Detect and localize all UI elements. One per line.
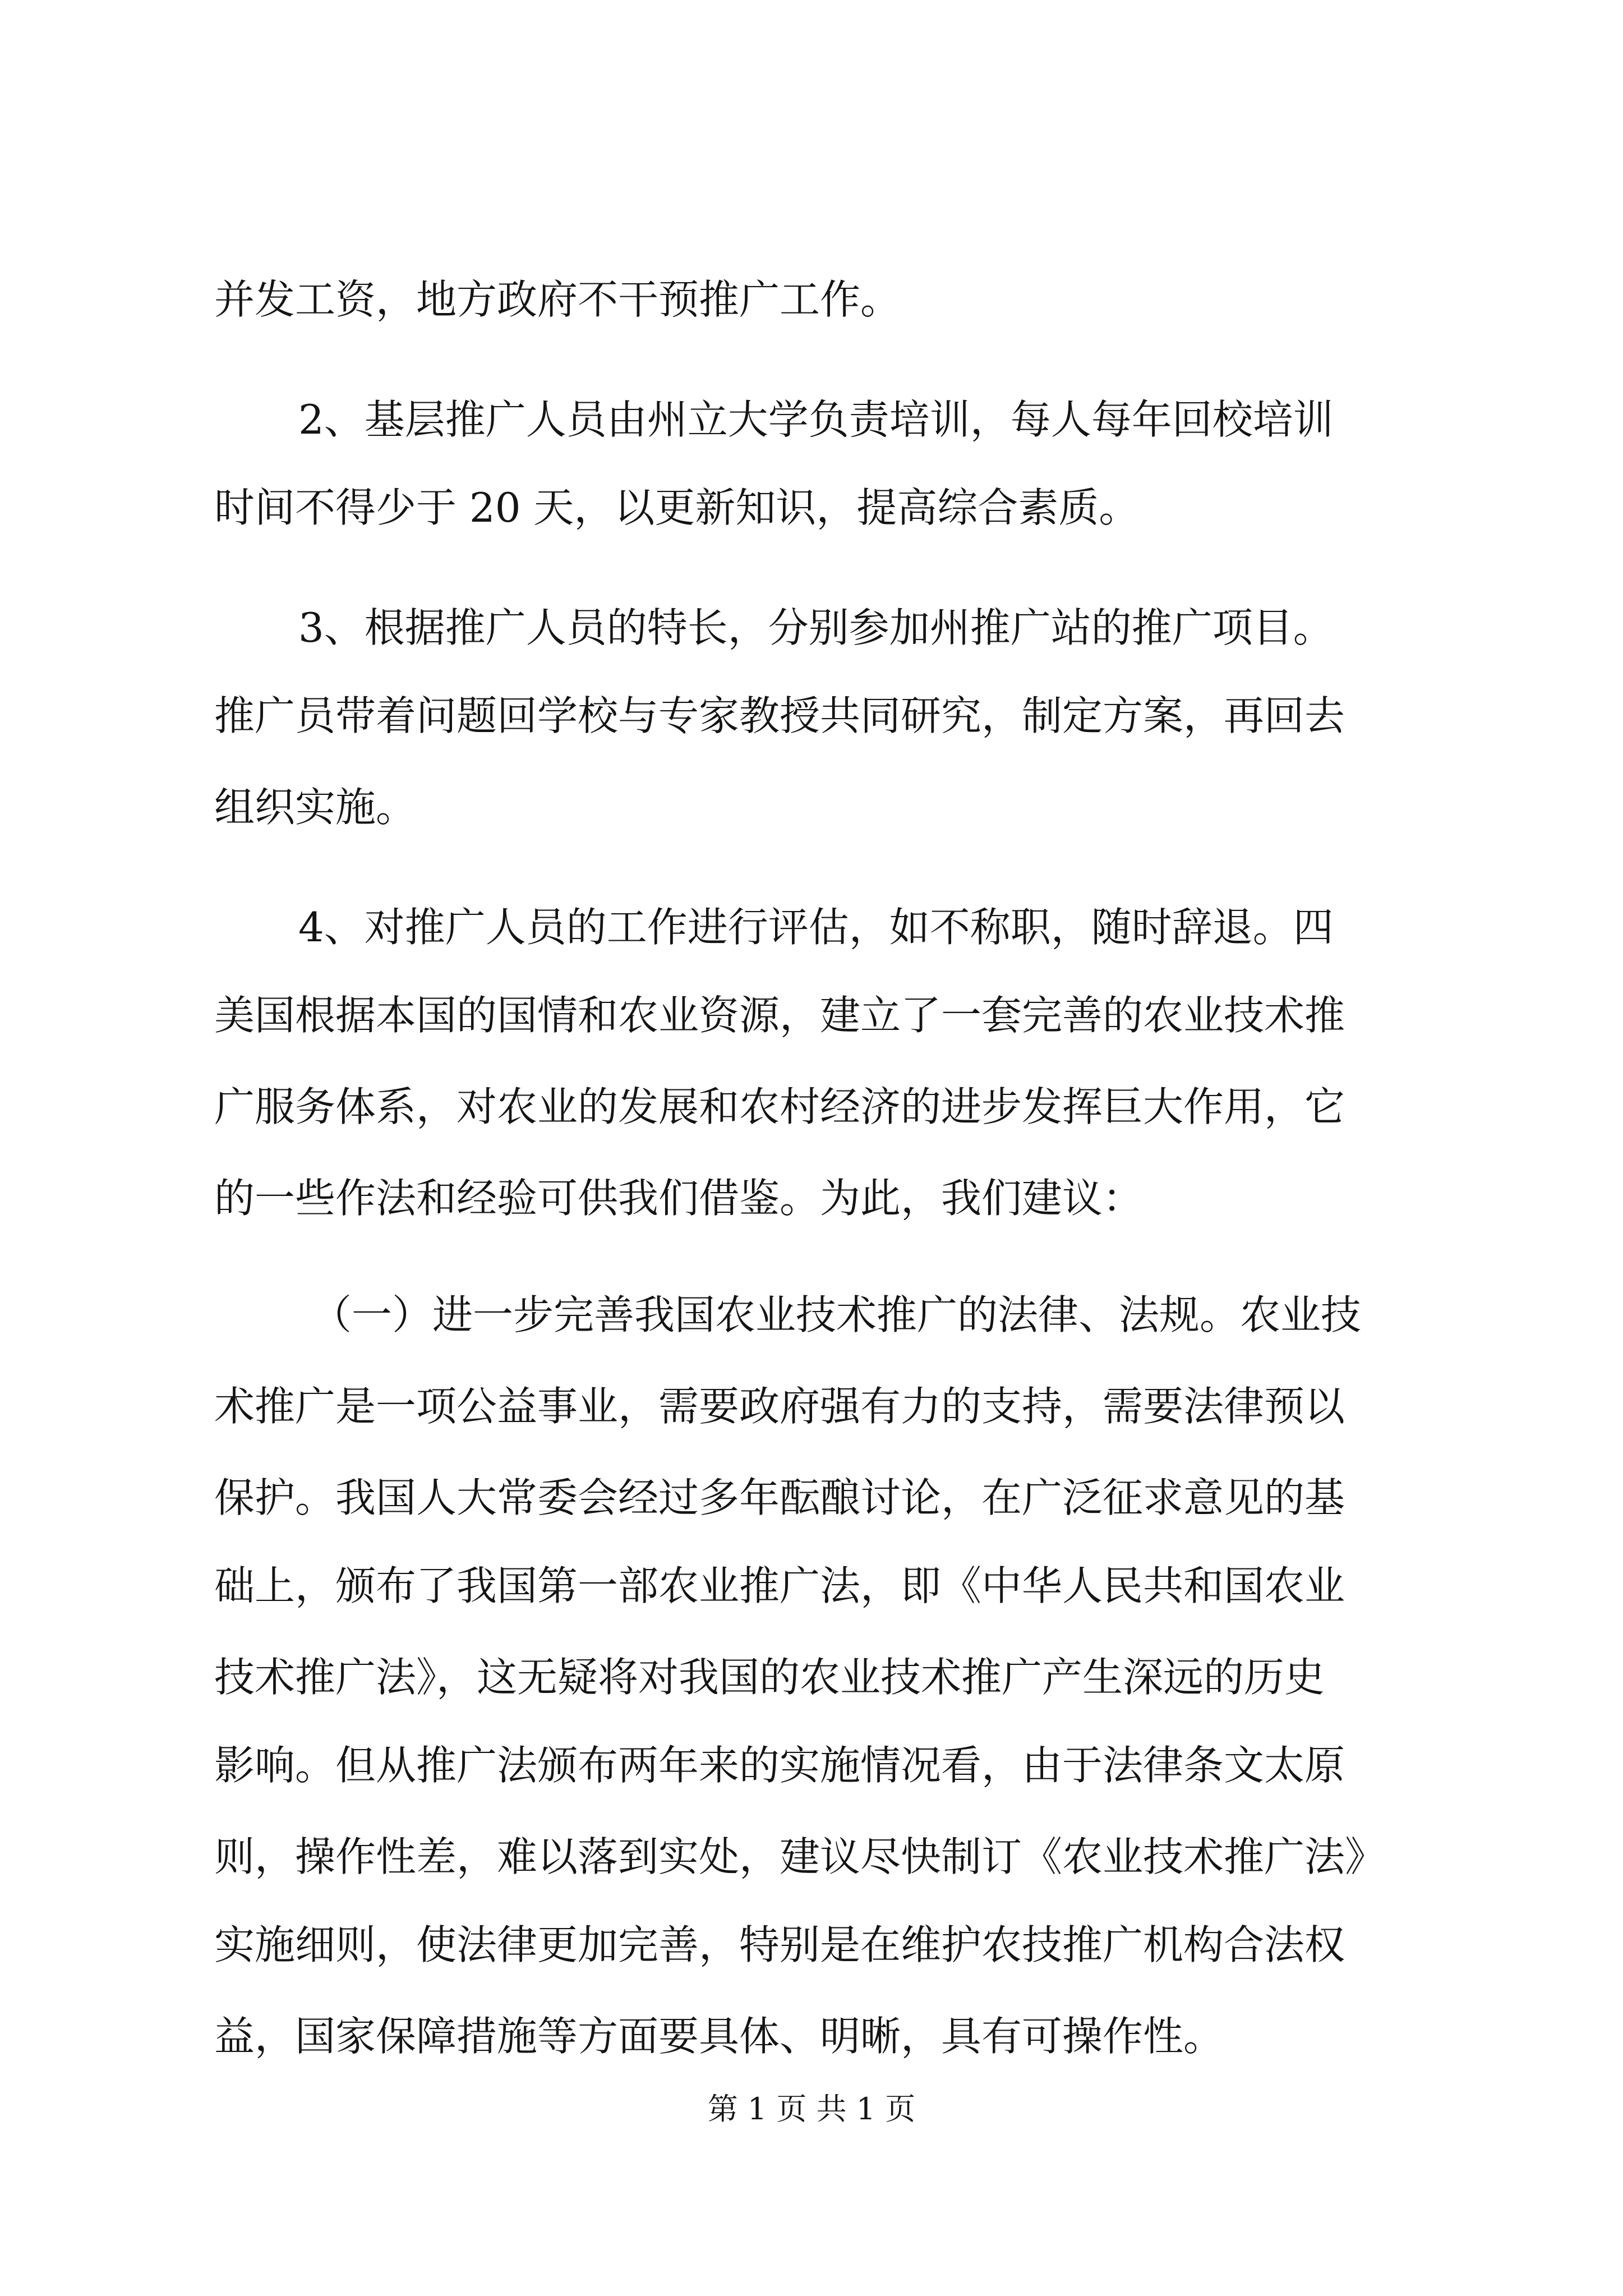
text-line: 2、基层推广人员由州立大学负责培训，每人每年回校培训 — [298, 396, 1334, 443]
text-line: 实施细则，使法律更加完善，特别是在维护农技推广机构合法权 — [214, 1921, 1345, 1968]
text-line: 的一些作法和经验可供我们借鉴。为此，我们建议： — [214, 1175, 1144, 1222]
text-line: 并发工资，地方政府不干预推广工作。 — [214, 276, 901, 323]
text-line: 推广员带着问题回学校与专家教授共同研究，制定方案，再回去 — [214, 692, 1345, 739]
text-line: 4、对推广人员的工作进行评估，如不称职，随时辞退。四 — [298, 904, 1334, 951]
text-line: 时间不得少于 20 天，以更新知识，提高综合素质。 — [214, 484, 1140, 531]
text-line: 广服务体系，对农业的发展和农村经济的进步发挥巨大作用，它 — [214, 1083, 1345, 1130]
text-line: 组织实施。 — [214, 784, 417, 831]
text-line: 础上，颁布了我国第一部农业推广法，即《中华人民共和国农业 — [214, 1562, 1345, 1609]
text-line: 则，操作性差，难以落到实处，建议尽快制订《农业技术推广法》 — [214, 1833, 1386, 1880]
text-line: 影响。但从推广法颁布两年来的实施情况看，由于法律条文太原 — [214, 1742, 1345, 1789]
text-line: 保护。我国人大常委会经过多年酝酿讨论，在广泛征求意见的基 — [214, 1474, 1345, 1521]
text-line: 益，国家保障措施等方面要具体、明晰，具有可操作性。 — [214, 2013, 1224, 2060]
text-line: 术推广是一项公益事业，需要政府强有力的支持，需要法律预以 — [214, 1383, 1345, 1430]
page-footer: 第 1 页 共 1 页 — [707, 2091, 916, 2127]
text-line: （一）进一步完善我国农业技术推广的法律、法规。农业技 — [311, 1291, 1362, 1338]
text-line: 美国根据本国的国情和农业资源，建立了一套完善的农业技术推 — [214, 992, 1345, 1039]
text-line: 技术推广法》，这无疑将对我国的农业技术推广产生深远的历史 — [214, 1654, 1325, 1701]
text-line: 3、根据推广人员的特长，分别参加州推广站的推广项目。 — [298, 604, 1334, 651]
